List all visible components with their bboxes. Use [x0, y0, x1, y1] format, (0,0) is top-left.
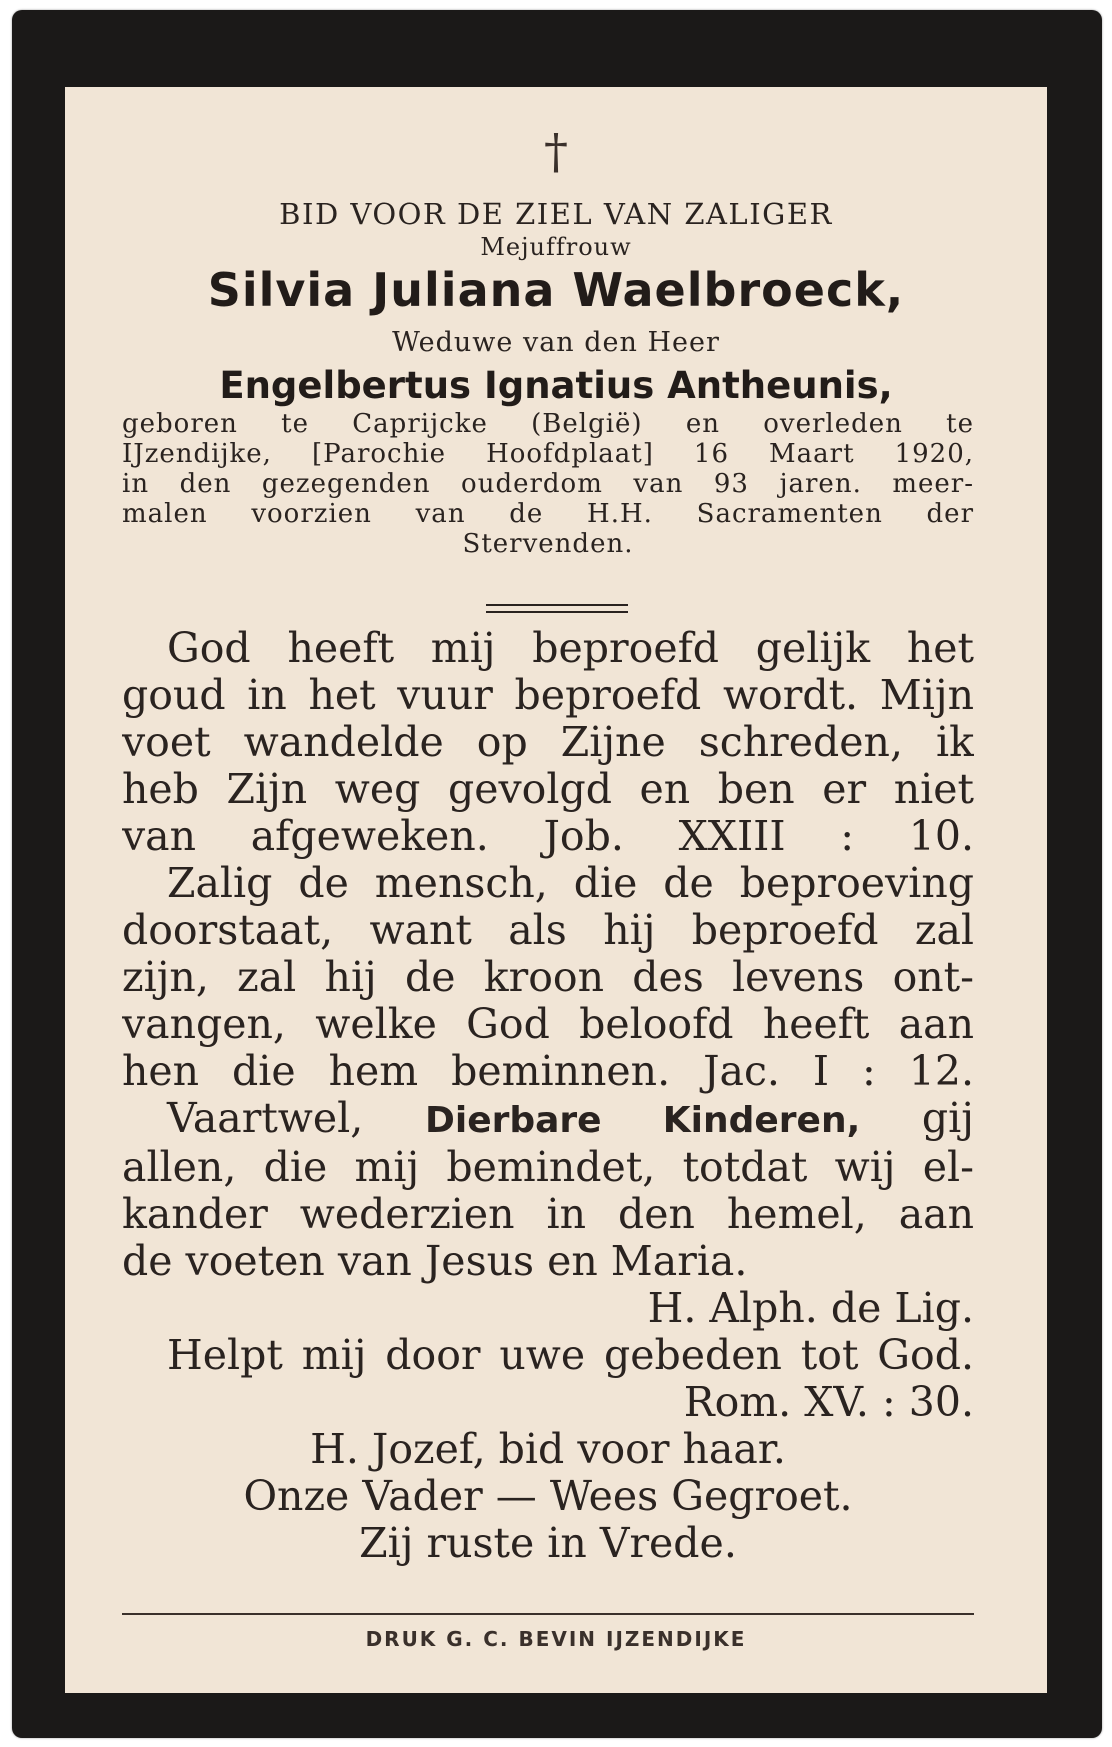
heading: BID VOOR DE ZIEL VAN ZALIGER	[279, 197, 833, 231]
closing-prayer: Onze Vader — Wees Gegroet.	[243, 1473, 853, 1520]
relation: Weduwe van den Heer	[392, 327, 720, 358]
verse-line: kander wederzien in den hemel, aan	[122, 1191, 974, 1238]
verse-line	[122, 813, 974, 860]
verse-line: Helpt mij door uwe gebeden tot God.	[167, 1332, 974, 1379]
verse-text: van afgeweken.	[122, 813, 489, 860]
scripture-reference: H. Alph. de Lig.	[647, 1285, 974, 1332]
bio-line: IJzendijke, [Parochie Hoofdplaat] 16 Maart 1920,	[122, 439, 974, 469]
verse-line: vangen, welke God beloofd heeft aan	[122, 1001, 974, 1048]
bio-line: Stervenden.	[462, 529, 634, 559]
verse-line: goud in het vuur beproefd wordt. Mijn	[122, 672, 974, 719]
verse-line: voet wandelde op Zijne schreden, ik	[122, 719, 974, 766]
verse-line: heb Zijn weg gevolgd en ben er niet	[122, 766, 974, 813]
printer-credit: DRUK G. C. BEVIN IJZENDIJKE	[365, 1627, 747, 1651]
verse-line: de voeten van Jesus en Maria.	[122, 1238, 748, 1285]
scripture-reference: Rom. XV. : 30.	[683, 1379, 974, 1426]
verse-text: hen die hem beminnen.	[122, 1048, 671, 1095]
bio-line: malen voorzien van de H.H. Sacramenten der	[122, 499, 974, 529]
children-address: Dierbare Kinderen,	[424, 1100, 861, 1141]
verse-line: doorstaat, want als hij beproefd zal	[122, 907, 974, 954]
verse-block	[122, 625, 974, 1567]
verse-line: Zalig de mensch, die de beproeving	[167, 860, 974, 907]
farewell-end: gij	[921, 1095, 974, 1142]
closing-prayer: H. Jozef, bid voor haar.	[310, 1426, 786, 1473]
footer-rule	[122, 1613, 974, 1615]
double-rule-divider	[486, 604, 628, 613]
title: Mejuffrouw	[480, 233, 632, 261]
farewell-start: Vaartwel,	[167, 1095, 364, 1142]
husband-name: Engelbertus Ignatius Antheunis,	[219, 364, 893, 407]
memorial-card	[12, 10, 1102, 1738]
scripture-reference: Jac. I : 12.	[703, 1048, 974, 1095]
bio-line: in den gezegenden ouderdom van 93 jaren. meer-	[122, 469, 974, 499]
scripture-reference: Job. XXIII : 10.	[543, 813, 974, 860]
closing-prayer: Zij ruste in Vrede.	[359, 1520, 737, 1567]
cross-icon: †	[544, 124, 568, 180]
verse-line: God heeft mij beproefd gelijk het	[167, 625, 974, 672]
verse-line: allen, die mij bemindet, totdat wij el-	[122, 1144, 974, 1191]
verse-line	[122, 1048, 974, 1095]
deceased-name: Silvia Juliana Waelbroeck,	[207, 263, 905, 317]
biography	[122, 409, 974, 559]
card-paper	[65, 87, 1047, 1693]
bio-line: geboren te Caprijcke (België) en overleden te	[122, 409, 974, 439]
verse-line: zijn, zal hij de kroon des levens ont-	[122, 954, 974, 1001]
farewell-line	[122, 1095, 974, 1144]
